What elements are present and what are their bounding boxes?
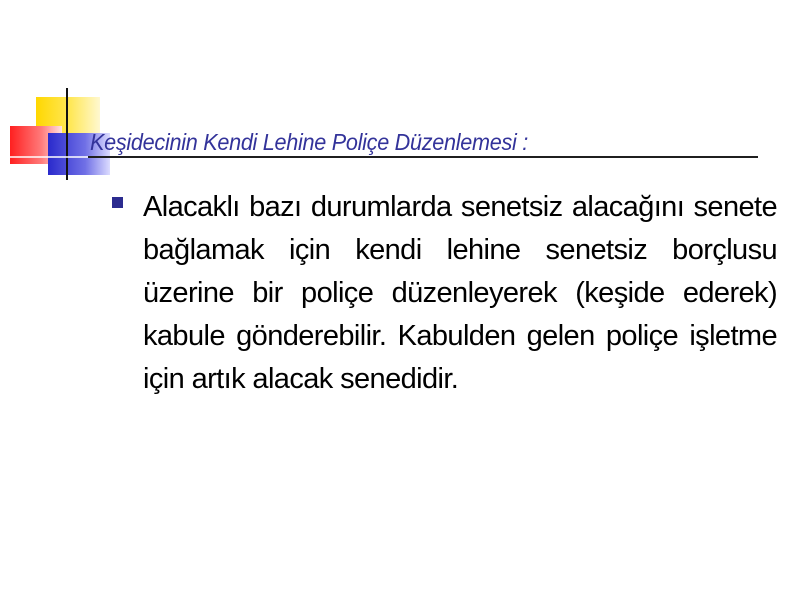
square-bullet-icon (112, 197, 123, 208)
slide-title: Keşidecinin Kendi Lehine Poliçe Düzenlemesi : (90, 129, 528, 155)
slide-content (112, 186, 777, 401)
bullet-item (112, 186, 777, 401)
title-underline (88, 156, 758, 158)
bullet-text: Alacaklı bazı durumlarda senetsiz alacağını senete bağlamak için kendi lehine senetsiz borçlusu üzerine bir poliçe düzenleyerek (keşide ederek) kabule gönderebilir. Kabulden gelen poliçe işletme için artık alacak senedidir. (143, 191, 777, 395)
color-blocks-decoration (0, 0, 140, 190)
